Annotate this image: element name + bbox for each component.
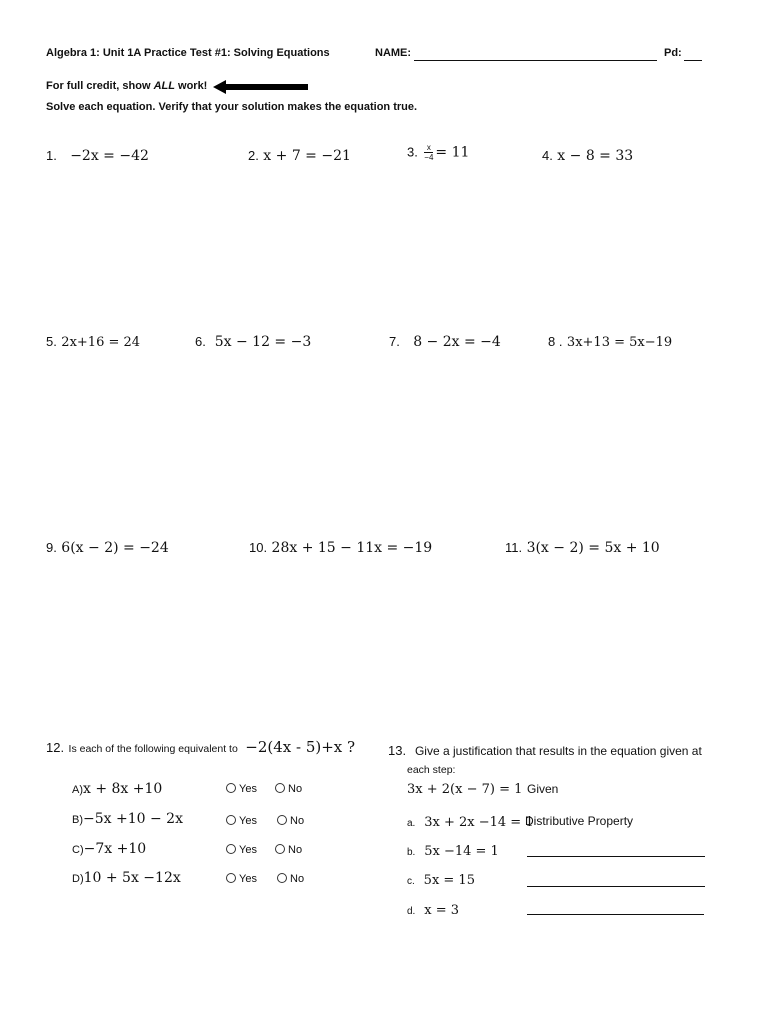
- problem-7: 7. 8 − 2x = −4: [389, 334, 501, 350]
- problem-9: 9. 6(x − 2) = −24: [46, 540, 169, 556]
- option-d: D)10 + 5x −12x: [72, 870, 181, 886]
- step-c-reason-field[interactable]: [527, 876, 705, 887]
- option-a: A)x + 8x +10: [72, 781, 163, 797]
- option-c-yes[interactable]: Yes: [226, 844, 257, 856]
- radio-icon: [277, 873, 287, 883]
- problem-1: 1. −2x = −42: [46, 148, 149, 164]
- step-d-reason-field[interactable]: [527, 904, 704, 915]
- option-c-no[interactable]: No: [275, 844, 302, 856]
- page-title: Algebra 1: Unit 1A Practice Test #1: Solving Equations: [46, 47, 330, 59]
- credit-instruction: For full credit, show ALL work!: [46, 80, 208, 92]
- step-d: d. x = 3: [407, 903, 459, 918]
- problem-10: 10. 28x + 15 − 11x = −19: [249, 540, 433, 556]
- problem-6: 6. 5x − 12 = −3: [195, 334, 312, 350]
- question-12-prompt: 12. Is each of the following equivalent to −2(4x - 5)+x ?: [46, 738, 356, 756]
- radio-icon: [226, 873, 236, 883]
- option-b-no[interactable]: No: [277, 815, 304, 827]
- radio-icon: [226, 844, 236, 854]
- problem-2: 2. x + 7 = −21: [248, 148, 351, 164]
- solve-instruction: Solve each equation. Verify that your solution makes the equation true.: [46, 101, 418, 113]
- problem-4: 4. x − 8 = 33: [542, 148, 634, 164]
- step-a-reason: Distributive Property: [525, 814, 634, 828]
- step-b: b. 5x −14 = 1: [407, 844, 499, 859]
- radio-icon: [226, 783, 236, 793]
- problem-8: 8 . 3x+13 = 5x−19: [548, 334, 673, 350]
- name-label: NAME:: [375, 47, 412, 59]
- question-13-prompt: 13. Give a justification that results in the equation given at: [388, 743, 702, 758]
- option-d-no[interactable]: No: [277, 873, 304, 885]
- period-field[interactable]: [684, 49, 702, 61]
- problem-11: 11. 3(x − 2) = 5x + 10: [505, 540, 660, 556]
- problem-3: 3. $\frac{x}{-4}$ = 11: [407, 143, 470, 162]
- step-b-reason-field[interactable]: [527, 846, 705, 857]
- step-c: c. 5x = 15: [407, 873, 475, 888]
- option-d-yes[interactable]: Yes: [226, 873, 257, 885]
- question-13-prompt-line2: each step:: [407, 764, 456, 776]
- step-given-equation: 3x + 2(x − 7) = 1: [407, 782, 523, 797]
- radio-icon: [275, 783, 285, 793]
- period-label: Pd:: [664, 47, 682, 59]
- step-given-reason: Given: [527, 782, 559, 796]
- problem-5: 5. 2x+16 = 24: [46, 334, 141, 350]
- fraction: $\frac{x}{-4}$: [424, 143, 434, 162]
- option-b: B)−5x +10 − 2x: [72, 811, 183, 827]
- radio-icon: [226, 815, 236, 825]
- option-c: C)−7x +10: [72, 841, 147, 857]
- radio-icon: [277, 815, 287, 825]
- step-a: a. 3x + 2x −14 = 1: [407, 815, 534, 830]
- option-a-no[interactable]: No: [275, 783, 302, 795]
- radio-icon: [275, 844, 285, 854]
- option-a-yes[interactable]: Yes: [226, 783, 257, 795]
- name-field[interactable]: [414, 49, 657, 61]
- arrow-left-icon: [213, 80, 309, 94]
- option-b-yes[interactable]: Yes: [226, 815, 257, 827]
